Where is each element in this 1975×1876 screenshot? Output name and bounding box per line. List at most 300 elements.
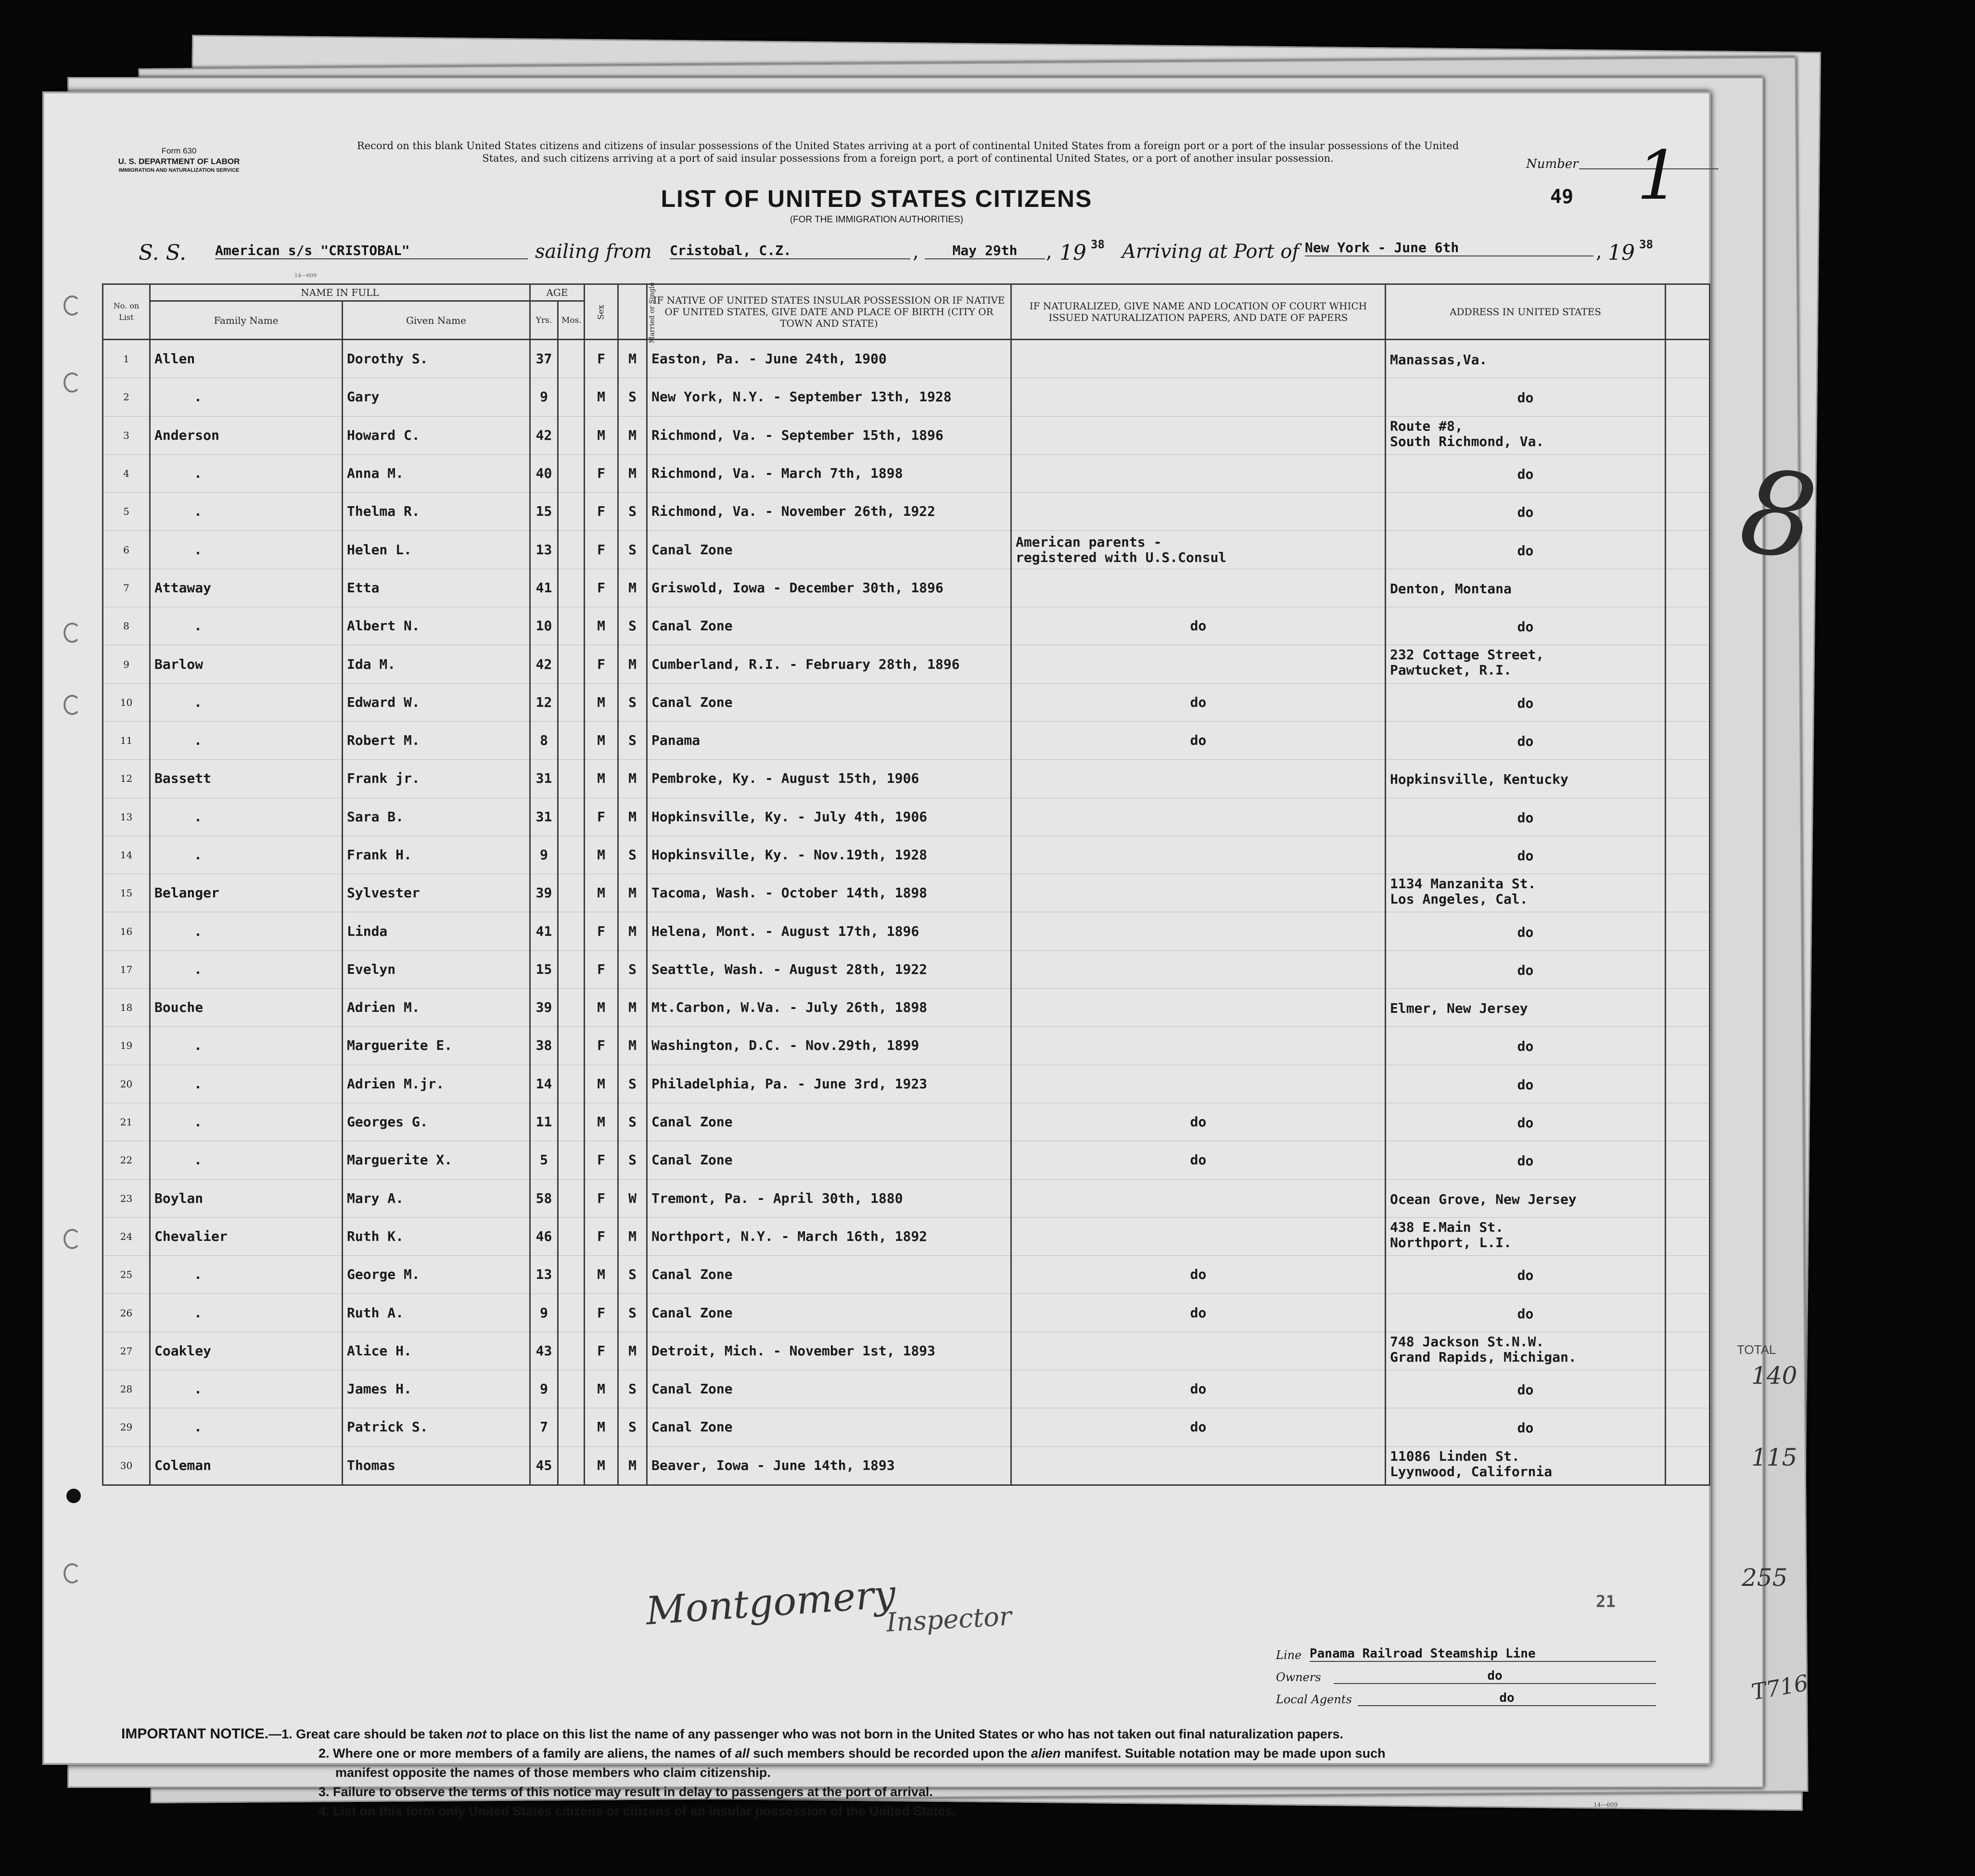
naturalization-info (1011, 1408, 1386, 1446)
address-line-1: do (1517, 848, 1534, 864)
naturalization-info (1011, 989, 1386, 1027)
address-line-1: do (1517, 390, 1534, 406)
notice-2-em2: alien (1031, 1746, 1061, 1761)
marital-status: S (618, 1065, 647, 1103)
page-subtitle: (FOR THE IMMIGRATION AUTHORITIES) (790, 215, 964, 225)
birth-place-date: Hopkinsville, Ky. - Nov.19th, 1928 (647, 836, 1011, 874)
marital-status: S (618, 1256, 647, 1294)
age-years: 42 (530, 645, 558, 683)
age-months (558, 531, 585, 569)
sex-code: M (585, 989, 618, 1027)
birth-place-date: Easton, Pa. - June 24th, 1900 (647, 340, 1011, 378)
family-name: . (150, 1141, 343, 1179)
inspector-signature: Montgomery (644, 1571, 897, 1634)
age-months (558, 340, 585, 378)
given-name: Adrien M. (343, 989, 530, 1027)
agents-label: Local Agents (1276, 1693, 1352, 1706)
age-years: 41 (530, 569, 558, 607)
row-number: 16 (103, 912, 150, 950)
table-row (103, 1027, 1710, 1065)
given-name: Howard C. (343, 416, 530, 454)
sex-code: F (585, 912, 618, 950)
us-address (1386, 1332, 1666, 1370)
row-number: 28 (103, 1370, 150, 1408)
col-birth: IF NATIVE OF UNITED STATES INSULAR POSSESSION OR IF NATIVE OF UNITED STATES, GIVE DATE AND PLACE OF BIRTH (CITY OR TOWN AND STATE) (647, 284, 1011, 340)
age-months (558, 721, 585, 759)
address-line-1: do (1517, 809, 1534, 826)
naturalization-line-1: do (1190, 1114, 1207, 1130)
address-line-1: Hopkinsville, Kentucky (1390, 771, 1568, 788)
marital-status: M (618, 454, 647, 492)
sex-code: M (585, 1370, 618, 1408)
marital-status: S (618, 1370, 647, 1408)
row-number: 12 (103, 760, 150, 798)
table-row (103, 1217, 1710, 1255)
sex-code: M (585, 1408, 618, 1446)
naturalization-info (1011, 1370, 1386, 1408)
table-row (103, 989, 1710, 1027)
birth-place-date: Pembroke, Ky. - August 15th, 1906 (647, 760, 1011, 798)
marital-status: S (618, 607, 647, 645)
arrival-year-prefix: 19 (1608, 241, 1635, 265)
age-months (558, 912, 585, 950)
naturalization-info (1011, 493, 1386, 531)
col-married-label: Married or Single (648, 282, 656, 343)
us-address (1386, 836, 1666, 874)
margin-total-2: 115 (1751, 1443, 1797, 1471)
birth-place-date: Canal Zone (647, 1408, 1011, 1446)
printing-note: 14—609 (294, 272, 317, 279)
address-line-1: do (1517, 466, 1534, 483)
address-line-1: 11086 Linden St. (1390, 1448, 1520, 1464)
blank-cell (1666, 416, 1710, 454)
given-name: Ida M. (343, 645, 530, 683)
table-row (103, 340, 1710, 378)
blank-cell (1666, 836, 1710, 874)
blank-cell (1666, 683, 1710, 721)
col-address: ADDRESS IN UNITED STATES (1386, 284, 1666, 340)
age-years: 15 (530, 493, 558, 531)
us-address (1386, 989, 1666, 1027)
family-name: Coakley (150, 1332, 343, 1370)
marital-status: S (618, 531, 647, 569)
address-line-1: Ocean Grove, New Jersey (1390, 1191, 1577, 1207)
us-address (1386, 416, 1666, 454)
age-years: 31 (530, 798, 558, 836)
table-row (103, 493, 1710, 531)
address-line-2: Pawtucket, R.I. (1390, 662, 1512, 678)
us-address (1386, 1179, 1666, 1217)
sex-code: F (585, 1294, 618, 1332)
address-line-2: Los Angeles, Cal. (1390, 891, 1528, 907)
row-number: 6 (103, 531, 150, 569)
birth-place-date: Canal Zone (647, 531, 1011, 569)
address-line-1: do (1517, 962, 1534, 978)
us-address (1386, 645, 1666, 683)
table-row (103, 607, 1710, 645)
table-row (103, 378, 1710, 416)
row-number: 30 (103, 1446, 150, 1485)
sex-code: F (585, 1332, 618, 1370)
given-name: Anna M. (343, 454, 530, 492)
given-name: Helen L. (343, 531, 530, 569)
blank-cell (1666, 1141, 1710, 1179)
family-name: Chevalier (150, 1217, 343, 1255)
address-line-2: Grand Rapids, Michigan. (1390, 1349, 1577, 1365)
marital-status: M (618, 569, 647, 607)
given-name: Sylvester (343, 874, 530, 912)
us-address (1386, 569, 1666, 607)
form-code: 14—609 (1593, 1801, 1618, 1808)
blank-cell (1666, 1217, 1710, 1255)
given-name: Gary (343, 378, 530, 416)
blank-cell (1666, 569, 1710, 607)
arriving-label: Arriving at Port of (1122, 241, 1300, 263)
address-line-1: do (1517, 1115, 1534, 1131)
marital-status: M (618, 1217, 647, 1255)
row-number: 9 (103, 645, 150, 683)
age-months (558, 645, 585, 683)
birth-place-date: Northport, N.Y. - March 16th, 1892 (647, 1217, 1011, 1255)
margin-total-label: TOTAL (1737, 1342, 1776, 1357)
blank-cell (1666, 607, 1710, 645)
given-name: Ruth K. (343, 1217, 530, 1255)
notice-label: IMPORTANT NOTICE. (121, 1726, 269, 1742)
sex-code: M (585, 378, 618, 416)
blank-cell (1666, 645, 1710, 683)
age-months (558, 1141, 585, 1179)
comma-separator: , (1046, 241, 1052, 263)
table-row (103, 912, 1710, 950)
family-name: . (150, 454, 343, 492)
birth-place-date: Washington, D.C. - Nov.29th, 1899 (647, 1027, 1011, 1065)
age-years: 31 (530, 760, 558, 798)
sex-code: M (585, 1065, 618, 1103)
age-months (558, 836, 585, 874)
us-address (1386, 1217, 1666, 1255)
birth-place-date: New York, N.Y. - September 13th, 1928 (647, 378, 1011, 416)
birth-place-date: Canal Zone (647, 1256, 1011, 1294)
table-row (103, 569, 1710, 607)
naturalization-info (1011, 1141, 1386, 1179)
address-line-1: do (1517, 542, 1534, 559)
family-name: . (150, 1065, 343, 1103)
given-name: Linda (343, 912, 530, 950)
us-address (1386, 454, 1666, 492)
passenger-table (102, 283, 1710, 1486)
marital-status: M (618, 874, 647, 912)
sail-date: May 29th (925, 242, 1045, 259)
us-address (1386, 874, 1666, 912)
given-name: George M. (343, 1256, 530, 1294)
address-line-1: do (1517, 1382, 1534, 1398)
marital-status: S (618, 493, 647, 531)
blank-cell (1666, 721, 1710, 759)
agents-value: do (1358, 1691, 1656, 1706)
age-years: 40 (530, 454, 558, 492)
row-number: 15 (103, 874, 150, 912)
naturalization-info (1011, 1332, 1386, 1370)
family-name: . (150, 836, 343, 874)
notice-2-post: manifest. Suitable notation may be made upon such (1060, 1746, 1386, 1761)
notice-2-mid: such members should be recorded upon the (749, 1746, 1031, 1761)
given-name: James H. (343, 1370, 530, 1408)
age-months (558, 1256, 585, 1294)
notice-line-3: 3. Failure to observe the terms of this notice may result in delay to passengers at the port of arrival. (319, 1785, 933, 1799)
naturalization-info (1011, 1065, 1386, 1103)
sex-code: F (585, 1179, 618, 1217)
age-years: 9 (530, 1294, 558, 1332)
col-naturalized: IF NATURALIZED, GIVE NAME AND LOCATION OF COURT WHICH ISSUED NATURALIZATION PAPERS, AND DATE OF PAPERS (1011, 284, 1386, 340)
age-months (558, 607, 585, 645)
marital-status: M (618, 912, 647, 950)
family-name: . (150, 721, 343, 759)
department-name: U. S. DEPARTMENT OF LABOR (118, 157, 240, 166)
address-line-2: Lyynwood, California (1390, 1463, 1553, 1480)
given-name: Thomas (343, 1446, 530, 1485)
us-address (1386, 607, 1666, 645)
table-row (103, 1408, 1710, 1446)
binder-hole (64, 623, 81, 643)
marital-status: S (618, 1294, 647, 1332)
age-years: 11 (530, 1103, 558, 1141)
address-line-1: Manassas,Va. (1390, 352, 1488, 368)
family-name: . (150, 493, 343, 531)
naturalization-info (1011, 1103, 1386, 1141)
age-years: 9 (530, 836, 558, 874)
ship-name: American s/s "CRISTOBAL" (215, 242, 528, 259)
age-months (558, 1332, 585, 1370)
blank-cell (1666, 1370, 1710, 1408)
naturalization-info (1011, 1179, 1386, 1217)
important-notice (121, 1724, 1709, 1821)
marital-status: S (618, 836, 647, 874)
us-address (1386, 950, 1666, 988)
binder-hole (66, 1489, 81, 1503)
age-years: 39 (530, 989, 558, 1027)
given-name: Etta (343, 569, 530, 607)
naturalization-line-1: do (1190, 1304, 1207, 1321)
address-line-1: Route #8, (1390, 418, 1463, 434)
binder-hole (64, 372, 81, 393)
given-name: Robert M. (343, 721, 530, 759)
table-row (103, 1141, 1710, 1179)
row-number: 23 (103, 1179, 150, 1217)
col-blank (1666, 284, 1710, 340)
age-years: 42 (530, 416, 558, 454)
naturalization-info (1011, 454, 1386, 492)
age-years: 13 (530, 1256, 558, 1294)
address-line-1: do (1517, 924, 1534, 940)
sex-code: M (585, 416, 618, 454)
naturalization-info (1011, 378, 1386, 416)
family-name: . (150, 1294, 343, 1332)
sex-code: M (585, 1446, 618, 1485)
us-address (1386, 721, 1666, 759)
notice-line-4: 4. List on this form only United States citizens or citizens of an insular possession of the United States. (319, 1804, 956, 1818)
table-row (103, 798, 1710, 836)
row-number: 18 (103, 989, 150, 1027)
given-name: Sara B. (343, 798, 530, 836)
us-address (1386, 1370, 1666, 1408)
blank-cell (1666, 989, 1710, 1027)
notice-2-em: all (735, 1746, 750, 1761)
comma-separator: , (1596, 241, 1602, 263)
address-line-1: 1134 Manzanita St. (1390, 876, 1536, 892)
marital-status: S (618, 683, 647, 721)
table-header-row (103, 284, 1710, 301)
birth-place-date: Beaver, Iowa - June 14th, 1893 (647, 1446, 1011, 1485)
naturalization-info (1011, 416, 1386, 454)
naturalization-info (1011, 683, 1386, 721)
address-line-1: do (1517, 1305, 1534, 1322)
marital-status: M (618, 645, 647, 683)
us-address (1386, 1408, 1666, 1446)
marital-status: S (618, 1408, 647, 1446)
margin-total-1: 140 (1751, 1362, 1797, 1390)
age-months (558, 798, 585, 836)
us-address (1386, 531, 1666, 569)
address-line-1: 438 E.Main St. (1390, 1219, 1504, 1235)
naturalization-line-1: do (1190, 732, 1207, 749)
blank-cell (1666, 912, 1710, 950)
age-years: 10 (530, 607, 558, 645)
age-years: 45 (530, 1446, 558, 1485)
family-name: . (150, 1256, 343, 1294)
from-port: Cristobal, C.Z. (670, 242, 910, 259)
birth-place-date: Seattle, Wash. - August 28th, 1922 (647, 950, 1011, 988)
owners-value: do (1334, 1669, 1656, 1684)
sheet-number: 49 (1550, 186, 1574, 208)
row-number: 21 (103, 1103, 150, 1141)
blank-cell (1666, 874, 1710, 912)
naturalization-info (1011, 721, 1386, 759)
age-months (558, 1446, 585, 1485)
family-name: . (150, 607, 343, 645)
table-row (103, 1446, 1710, 1485)
age-months (558, 416, 585, 454)
number-mark: 1 (1637, 137, 1680, 215)
blank-cell (1666, 1027, 1710, 1065)
table-row (103, 1103, 1710, 1141)
marital-status: S (618, 378, 647, 416)
age-months (558, 760, 585, 798)
age-years: 15 (530, 950, 558, 988)
row-number: 25 (103, 1256, 150, 1294)
age-months (558, 1370, 585, 1408)
col-sex-label: Sex (596, 305, 606, 320)
marital-status: M (618, 1332, 647, 1370)
binder-hole (64, 695, 81, 715)
address-line-1: do (1517, 1267, 1534, 1284)
col-mos: Mos. (558, 301, 585, 340)
age-years: 5 (530, 1141, 558, 1179)
sex-code: M (585, 721, 618, 759)
row-number: 7 (103, 569, 150, 607)
us-address (1386, 1256, 1666, 1294)
naturalization-info (1011, 1217, 1386, 1255)
us-address (1386, 1065, 1666, 1103)
us-address (1386, 493, 1666, 531)
row-number: 24 (103, 1217, 150, 1255)
notice-line-2 (121, 1744, 1709, 1763)
table-row (103, 1332, 1710, 1370)
age-months (558, 1103, 585, 1141)
blank-cell (1666, 1294, 1710, 1332)
age-years: 9 (530, 378, 558, 416)
birth-place-date: Cumberland, R.I. - February 28th, 1896 (647, 645, 1011, 683)
family-name: . (150, 1408, 343, 1446)
age-months (558, 1179, 585, 1217)
given-name: Evelyn (343, 950, 530, 988)
address-line-1: do (1517, 1420, 1534, 1436)
naturalization-line-1: do (1190, 618, 1207, 634)
family-name: Bassett (150, 760, 343, 798)
notice-2-pre: 2. Where one or more members of a family are aliens, the names of (319, 1746, 735, 1761)
given-name: Frank jr. (343, 760, 530, 798)
binder-hole (64, 1563, 81, 1583)
given-name: Adrien M.jr. (343, 1065, 530, 1103)
naturalization-line-1: American parents - (1016, 534, 1162, 550)
us-address (1386, 1141, 1666, 1179)
col-no: No. on List (103, 284, 150, 340)
table-row (103, 950, 1710, 988)
marital-status: M (618, 340, 647, 378)
family-name: Anderson (150, 416, 343, 454)
birth-place-date: Canal Zone (647, 1370, 1011, 1408)
given-name: Mary A. (343, 1179, 530, 1217)
given-name: Frank H. (343, 836, 530, 874)
naturalization-line-1: do (1190, 1152, 1207, 1168)
table-row (103, 721, 1710, 759)
us-address (1386, 760, 1666, 798)
birth-place-date: Helena, Mont. - August 17th, 1896 (647, 912, 1011, 950)
row-number: 26 (103, 1294, 150, 1332)
family-name: Coleman (150, 1446, 343, 1485)
sex-code: F (585, 798, 618, 836)
age-years: 7 (530, 1408, 558, 1446)
line-value: Panama Railroad Steamship Line (1310, 1646, 1656, 1662)
family-name: Belanger (150, 874, 343, 912)
age-years: 38 (530, 1027, 558, 1065)
naturalization-info (1011, 798, 1386, 836)
family-name: . (150, 1103, 343, 1141)
row-number: 5 (103, 493, 150, 531)
sex-code: M (585, 836, 618, 874)
blank-cell (1666, 531, 1710, 569)
manifest-sheet (42, 91, 1711, 1818)
naturalization-line-2: registered with U.S.Consul (1016, 549, 1227, 565)
naturalization-info (1011, 340, 1386, 378)
address-line-1: 748 Jackson St.N.W. (1390, 1333, 1544, 1350)
notice-line-2b: manifest opposite the names of those members who claim citizenship. (335, 1765, 771, 1780)
given-name: Edward W. (343, 683, 530, 721)
naturalization-info (1011, 645, 1386, 683)
sex-code: F (585, 531, 618, 569)
family-name: Allen (150, 340, 343, 378)
marital-status: M (618, 1446, 647, 1485)
birth-place-date: Hopkinsville, Ky. - July 4th, 1906 (647, 798, 1011, 836)
notice-1-em: not (466, 1727, 487, 1741)
naturalization-info (1011, 836, 1386, 874)
col-sex (585, 284, 618, 340)
blank-cell (1666, 1256, 1710, 1294)
table-row (103, 760, 1710, 798)
address-line-2: Northport, L.I. (1390, 1234, 1512, 1251)
naturalization-info (1011, 607, 1386, 645)
naturalization-line-1: do (1190, 1381, 1207, 1397)
table-row (103, 1256, 1710, 1294)
